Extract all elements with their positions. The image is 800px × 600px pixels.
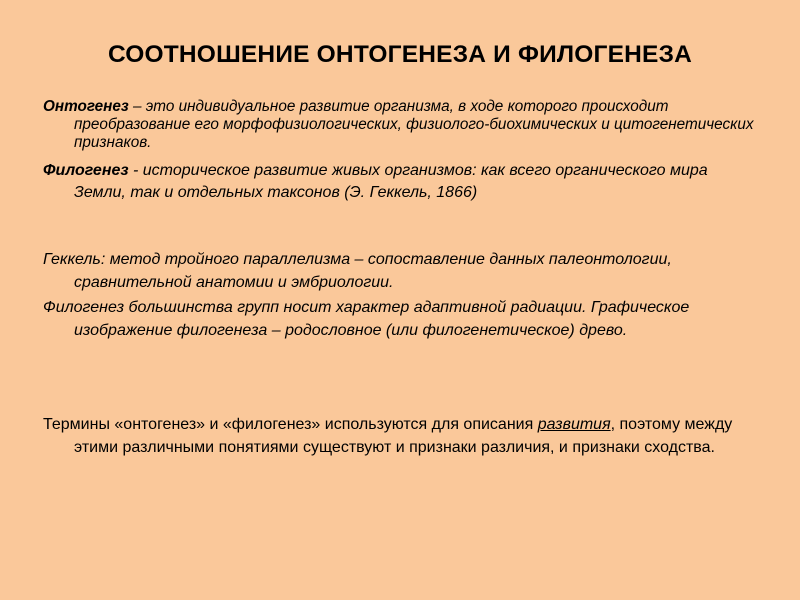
terms-text-before: Термины «онтогенез» и «филогенез» используются для описания — [43, 416, 538, 433]
paragraph-haeckel-method: Геккель: метод тройного параллелизма – сопоставление данных палеонтологии, сравнительной анатомии и эмбриологии. — [43, 251, 672, 291]
paragraph-terms-comparison — [43, 413, 763, 459]
paragraph-ontogenesis-definition — [43, 98, 763, 152]
term-phylogenesis: Филогенез — [43, 162, 129, 179]
paragraph-phylogenesis-definition — [43, 160, 763, 204]
underlined-word-development: развития — [537, 416, 611, 433]
terms-text-after: , поэтому между этими различными понятиями существуют и признаки различия, и признаки сходства. — [74, 416, 733, 456]
ontogenesis-definition-text: – это индивидуальное развитие организма, в ходе которого происходит преобразование его морфофизиологических, физиолого-биохимических и цитогенетических признаков. — [74, 98, 754, 151]
slide-title: СООТНОШЕНИЕ ОНТОГЕНЕЗА И ФИЛОГЕНЕЗА — [107, 41, 693, 68]
term-ontogenesis: Онтогенез — [43, 98, 129, 115]
phylogenesis-definition-text: - историческое развитие живых организмов: как всего органического мира Земли, так и отдельных таксонов (Э. Геккель, 1866) — [74, 162, 708, 201]
paragraph-adaptive-radiation: Филогенез большинства групп носит характер адаптивной радиации. Графическое изображение филогенеза – родословное (или филогенетическое) древо. — [43, 299, 690, 339]
